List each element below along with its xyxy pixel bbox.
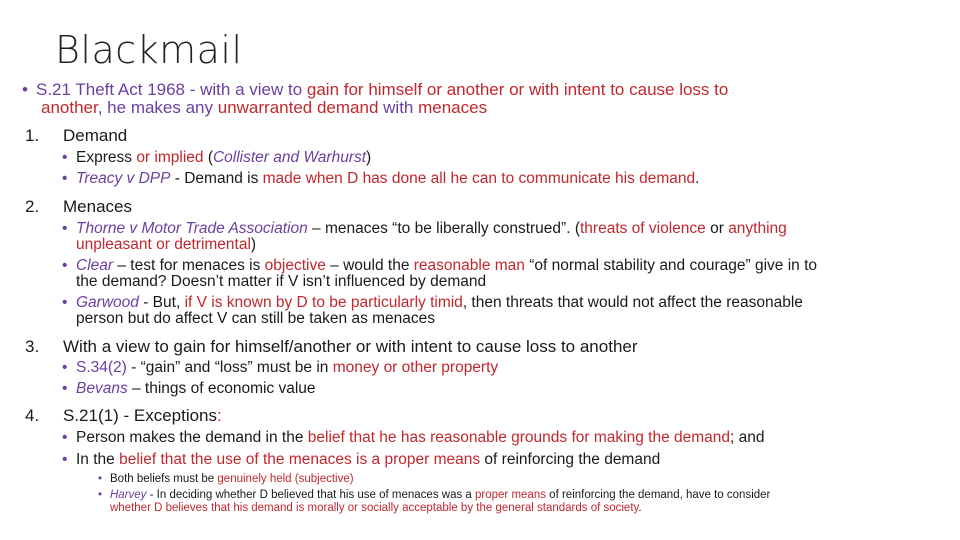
section-3-bullet-2: • Bevans – things of economic value	[62, 380, 316, 397]
section-3-bullet-1: • S.34(2) - “gain” and “loss” must be in money or other property	[62, 359, 499, 376]
section-4-bullet-1: • Person makes the demand in the belief that he has reasonable grounds for making the demand; and	[62, 429, 765, 446]
section-2-bullet-3-line-1: • Garwood - But, if V is known by D to be particularly timid, then threats that would not affect the reasonable	[62, 294, 803, 311]
section-1-heading: 1. Demand	[25, 126, 128, 145]
section-1-bullet-2: • Treacy v DPP - Demand is made when D has done all he can to communicate his demand.	[62, 170, 700, 187]
section-2-heading: 2. Menaces	[25, 197, 132, 216]
section-2-bullet-1-line-1: • Thorne v Motor Trade Association – menaces “to be liberally construed”. (threats of violence or anything	[62, 220, 787, 237]
section-4-sub-bullet-2-line-1: • Harvey - In deciding whether D believed that his use of menaces was a proper means of reinforcing the demand, have to consider	[98, 489, 771, 501]
section-4-bullet-2: • In the belief that the use of the menaces is a proper means of reinforcing the demand	[62, 451, 661, 468]
intro-line-2: another, he makes any unwarranted demand with menaces	[41, 98, 488, 117]
section-4-heading: 4. S.21(1) - Exceptions:	[25, 406, 222, 425]
section-2-bullet-1-line-2: unpleasant or detrimental)	[76, 236, 257, 253]
section-4-sub-bullet-1: • Both beliefs must be genuinely held (subjective)	[98, 473, 354, 485]
section-2-bullet-2-line-2: the demand? Doesn’t matter if V isn’t influenced by demand	[76, 273, 487, 290]
bullet: •	[22, 80, 28, 99]
section-2-bullet-3-line-2: person but do affect V can still be taken as menaces	[76, 310, 436, 327]
section-4-sub-bullet-2-line-2: whether D believes that his demand is morally or socially acceptable by the general standards of society.	[110, 502, 642, 514]
slide-title: Blackmail	[55, 28, 243, 72]
section-1-bullet-1: • Express or implied (Collister and Warhurst)	[62, 149, 372, 166]
intro-line-1: • S.21 Theft Act 1968 - with a view to gain for himself or another or with intent to cause loss to	[22, 80, 729, 99]
section-2-bullet-2-line-1: • Clear – test for menaces is objective – would the reasonable man “of normal stability and courage” give in to	[62, 257, 818, 274]
section-3-heading: 3. With a view to gain for himself/another or with intent to cause loss to another	[25, 337, 638, 356]
